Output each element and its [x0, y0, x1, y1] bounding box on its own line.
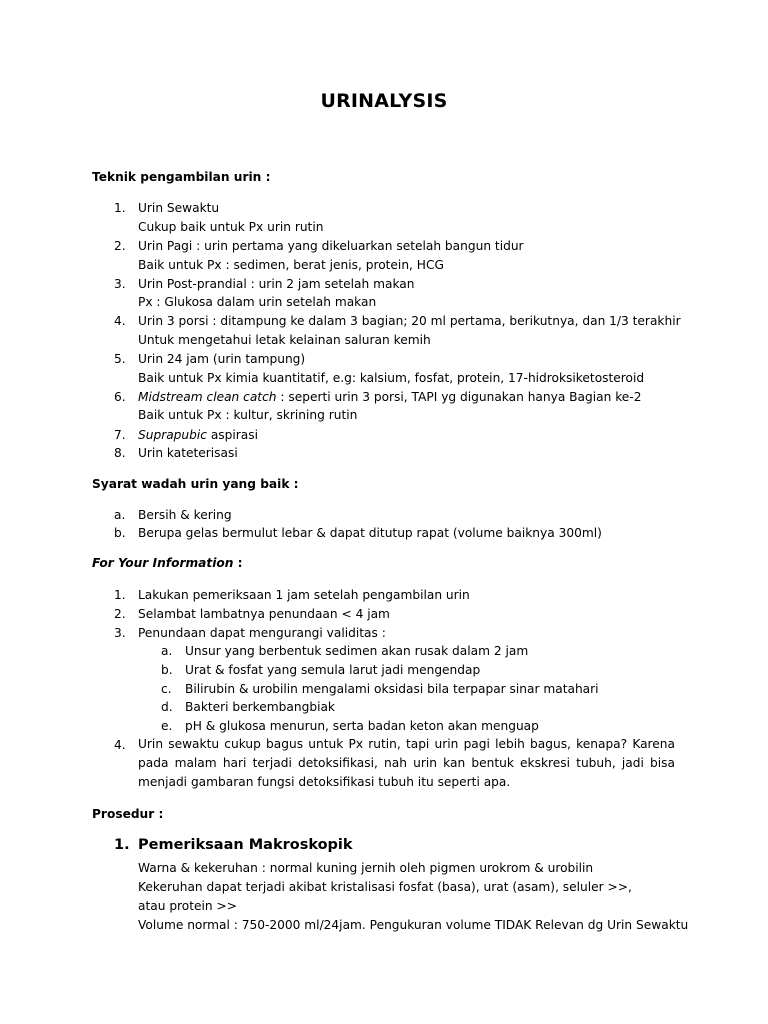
section-heading-fyi [92, 555, 243, 571]
list-number: 5. [114, 352, 126, 366]
list-item-italic: Suprapubic [138, 428, 207, 442]
sublist-letter: b. [161, 663, 173, 677]
list-item-detail: Baik untuk Px kimia kuantitatif, e.g: kalsium, fosfat, protein, 17-hidroksiketosteroid [138, 371, 645, 385]
subsection-number: 1. [114, 837, 130, 853]
list-item [138, 427, 258, 443]
paragraph-line: Warna & kekeruhan : normal kuning jernih oleh pigmen urokrom & urobilin [138, 861, 594, 875]
list-item: Bersih & kering [138, 508, 232, 522]
section-heading-prosedur: Prosedur : [92, 807, 164, 821]
section-heading-teknik: Teknik pengambilan urin : [92, 170, 271, 184]
list-number: 2. [114, 607, 126, 621]
sublist-letter: d. [161, 700, 173, 714]
paragraph-line: Volume normal : 750-2000 ml/24jam. Pengukuran volume TIDAK Relevan dg Urin Sewaktu [138, 918, 689, 932]
list-item-detail: Cukup baik untuk Px urin rutin [138, 220, 324, 234]
list-item-paragraph: Urin sewaktu cukup bagus untuk Px rutin, tapi urin pagi lebih bagus, kenapa? Karena pada malam hari terjadi detoksifikasi, nah urin kan bentuk ekskresi tubuh, jadi bisa menjadi gambaran fungsi detoksifikasi tubuh itu seperti apa. [138, 737, 675, 789]
list-number: 4. [114, 314, 126, 328]
list-number: 4. [114, 738, 126, 752]
sublist-letter: c. [161, 682, 172, 696]
sublist-item: Urat & fosfat yang semula larut jadi mengendap [185, 663, 481, 677]
list-item-detail: Px : Glukosa dalam urin setelah makan [138, 295, 377, 309]
subsection-title: Pemeriksaan Makroskopik [138, 837, 353, 853]
list-number: 7. [114, 428, 126, 442]
sublist-item: Bilirubin & urobilin mengalami oksidasi bila terpapar sinar matahari [185, 682, 599, 696]
paragraph-line: atau protein >> [138, 899, 237, 913]
list-item-italic: Midstream clean catch [138, 390, 277, 404]
sublist-item: Unsur yang berbentuk sedimen akan rusak dalam 2 jam [185, 644, 529, 658]
sublist-letter: e. [161, 719, 173, 733]
list-number: a. [114, 508, 126, 522]
list-item [138, 389, 641, 405]
list-item: Berupa gelas bermulut lebar & dapat ditutup rapat (volume baiknya 300ml) [138, 526, 602, 540]
sublist-letter: a. [161, 644, 173, 658]
sublist-item: Bakteri berkembangbiak [185, 700, 335, 714]
list-item-detail: Baik untuk Px : sedimen, berat jenis, protein, HCG [138, 258, 444, 272]
list-number: 1. [114, 588, 126, 602]
list-number: 3. [114, 626, 126, 640]
page-title: URINALYSIS [320, 90, 448, 112]
list-number: 3. [114, 277, 126, 291]
list-item: Urin 24 jam (urin tampung) [138, 352, 306, 366]
heading-suffix: : [233, 556, 243, 570]
heading-italic: For Your Information [92, 556, 234, 570]
list-item: Penundaan dapat mengurangi validitas : [138, 626, 386, 640]
paragraph-line: Kekeruhan dapat terjadi akibat kristalisasi fosfat (basa), urat (asam), seluler >>, [138, 880, 632, 894]
list-item: Urin Post-prandial : urin 2 jam setelah makan [138, 277, 415, 291]
sublist-item: pH & glukosa menurun, serta badan keton akan menguap [185, 719, 539, 733]
list-item-text: aspirasi [206, 428, 258, 442]
list-number: b. [114, 526, 126, 540]
list-number: 6. [114, 390, 126, 404]
list-item: Selambat lambatnya penundaan < 4 jam [138, 607, 390, 621]
list-number: 1. [114, 201, 126, 215]
list-item-text: : seperti urin 3 porsi, TAPI yg digunakan hanya Bagian ke-2 [276, 390, 642, 404]
list-item: Urin 3 porsi : ditampung ke dalam 3 bagian; 20 ml pertama, berikutnya, dan 1/3 terakhir [138, 314, 681, 328]
list-number: 8. [114, 446, 126, 460]
list-number: 2. [114, 239, 126, 253]
list-item-detail: Baik untuk Px : kultur, skrining rutin [138, 408, 358, 422]
list-item: Lakukan pemeriksaan 1 jam setelah pengambilan urin [138, 588, 470, 602]
list-item: Urin Sewaktu [138, 201, 220, 215]
list-item-detail: Untuk mengetahui letak kelainan saluran kemih [138, 333, 431, 347]
list-item: Urin Pagi : urin pertama yang dikeluarkan setelah bangun tidur [138, 239, 524, 253]
section-heading-syarat: Syarat wadah urin yang baik : [92, 477, 299, 491]
list-item: Urin kateterisasi [138, 446, 238, 460]
